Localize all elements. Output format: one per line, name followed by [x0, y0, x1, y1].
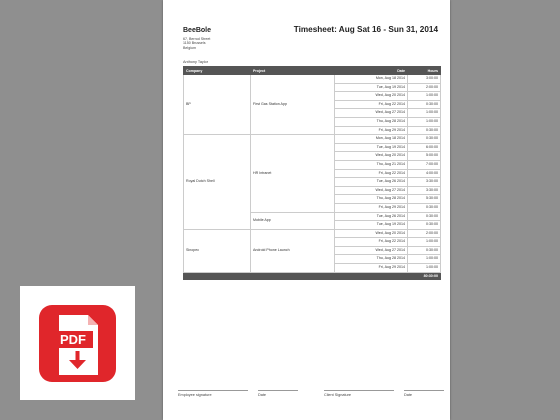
client-signature-line: Client Signature [324, 390, 394, 398]
company-cell-sinopec: Sinopec [184, 229, 251, 272]
date-cell: Fri, Aug 29 2014 [335, 203, 408, 212]
column-header-date: Date [335, 67, 408, 75]
date-cell: Thu, Aug 28 2014 [335, 195, 408, 204]
project-cell-mobile-app: Mobile App [251, 212, 335, 229]
date-cell: Thu, Aug 28 2014 [335, 117, 408, 126]
pdf-badge[interactable] [20, 286, 135, 400]
project-cell-first-gas-station-app: First Gas Station App [251, 75, 335, 135]
pdf-label: PDF [60, 332, 86, 347]
date-cell: Mon, Aug 18 2014 [335, 75, 408, 84]
date-cell: Wed, Aug 27 2014 [335, 246, 408, 255]
date-cell: Fri, Aug 29 2014 [335, 126, 408, 135]
hours-cell: 1:00:00 [408, 109, 441, 118]
date-cell: Wed, Aug 20 2014 [335, 152, 408, 161]
date-cell: Thu, Aug 21 2014 [335, 160, 408, 169]
table-row [184, 75, 441, 84]
timesheet-title: Timesheet: Aug Sat 16 - Sun 31, 2014 [293, 25, 438, 34]
client-date-line: Date [404, 390, 444, 398]
hours-cell: 5:30:00 [408, 195, 441, 204]
hours-cell: 0:30:00 [408, 212, 441, 221]
date-cell: Fri, Aug 22 2014 [335, 169, 408, 178]
table-row [184, 229, 441, 238]
project-cell-hr-intranet: HR Intranet [251, 135, 335, 212]
hours-cell: 0:30:00 [408, 203, 441, 212]
project-cell-android-phone-launch: Android Phone Launch [251, 229, 335, 272]
employee-signature-line: Employee signature [178, 390, 248, 398]
column-header-company: Company [184, 67, 251, 75]
hours-cell: 0:30:00 [408, 221, 441, 230]
total-row [184, 272, 441, 279]
hours-cell: 0:30:00 [408, 100, 441, 109]
date-cell: Tue, Aug 26 2014 [335, 178, 408, 187]
hours-cell: 0:30:00 [408, 246, 441, 255]
date-cell: Thu, Aug 28 2014 [335, 255, 408, 264]
date-cell: Tue, Aug 19 2014 [335, 221, 408, 230]
hours-cell: 6:00:00 [408, 143, 441, 152]
hours-cell: 1:00:00 [408, 238, 441, 247]
hours-cell: 7:00:00 [408, 160, 441, 169]
company-address: 67, Berrod Street 1150 Brussels Belgium [183, 37, 211, 50]
hours-cell: 2:00:00 [408, 229, 441, 238]
date-cell: Wed, Aug 20 2014 [335, 229, 408, 238]
hours-cell: 3:30:00 [408, 186, 441, 195]
hours-cell: 3:00:00 [408, 75, 441, 84]
hours-cell: 2:00:00 [408, 83, 441, 92]
hours-cell: 0:30:00 [408, 135, 441, 144]
company-cell-royal-dutch-shell: Royal Dutch Shell [184, 135, 251, 230]
date-cell: Fri, Aug 29 2014 [335, 264, 408, 273]
pdf-page-preview [163, 0, 450, 420]
hours-cell: 1:00:00 [408, 92, 441, 101]
timesheet-table [183, 66, 441, 280]
table-header-row [184, 67, 441, 75]
hours-cell: 3:30:00 [408, 178, 441, 187]
date-cell: Wed, Aug 27 2014 [335, 109, 408, 118]
date-cell: Tue, Aug 19 2014 [335, 83, 408, 92]
hours-cell: 4:00:00 [408, 169, 441, 178]
employee-date-line: Date [258, 390, 298, 398]
date-cell: Tue, Aug 26 2014 [335, 212, 408, 221]
date-cell: Fri, Aug 22 2014 [335, 100, 408, 109]
hours-cell: 5:00:00 [408, 152, 441, 161]
date-cell: Wed, Aug 20 2014 [335, 92, 408, 101]
pdf-download-icon [39, 305, 116, 382]
company-cell-bp: BP [184, 75, 251, 135]
column-header-hours: Hours [408, 67, 441, 75]
date-cell: Mon, Aug 18 2014 [335, 135, 408, 144]
column-header-project: Project [251, 67, 335, 75]
date-cell: Tue, Aug 19 2014 [335, 143, 408, 152]
hours-cell: 0:30:00 [408, 126, 441, 135]
table-row [184, 135, 441, 144]
hours-cell: 1:00:00 [408, 117, 441, 126]
company-name: BeeBole [183, 27, 212, 34]
employee-name: Anthony Taylor [183, 60, 209, 64]
total-hours: 80:30:00 [408, 272, 441, 279]
date-cell: Fri, Aug 22 2014 [335, 238, 408, 247]
date-cell: Wed, Aug 27 2014 [335, 186, 408, 195]
hours-cell: 1:00:00 [408, 264, 441, 273]
hours-cell: 1:00:00 [408, 255, 441, 264]
